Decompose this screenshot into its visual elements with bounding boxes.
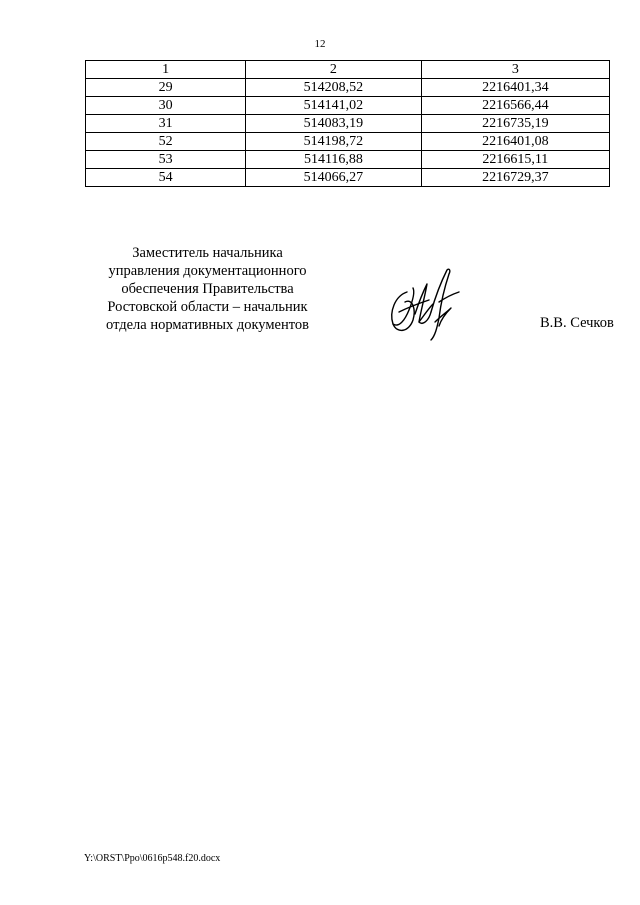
point-number-cell: 31 <box>86 115 246 133</box>
table-row <box>86 151 610 169</box>
handwritten-signature <box>385 262 465 344</box>
signatory-title-line: обеспечения Правительства <box>121 281 294 297</box>
signatory-title-line: Заместитель начальника <box>132 245 283 261</box>
coordinates-table <box>85 60 610 187</box>
table-row <box>86 169 610 187</box>
column-header: 2 <box>246 61 421 79</box>
column-header: 3 <box>421 61 609 79</box>
point-number-cell: 30 <box>86 97 246 115</box>
signatory-title <box>95 244 320 334</box>
signatory-name: В.В. Сечков <box>540 315 614 331</box>
file-path-footer: Y:\ORST\Ppo\0616p548.f20.docx <box>84 853 221 864</box>
column-header: 1 <box>86 61 246 79</box>
x-coordinate-cell: 514116,88 <box>246 151 421 169</box>
table-header-row <box>86 61 610 79</box>
table-row <box>86 115 610 133</box>
table-row <box>86 97 610 115</box>
x-coordinate-cell: 514066,27 <box>246 169 421 187</box>
x-coordinate-cell: 514208,52 <box>246 79 421 97</box>
x-coordinate-cell: 514198,72 <box>246 133 421 151</box>
page-number: 12 <box>314 38 326 50</box>
y-coordinate-cell: 2216401,08 <box>421 133 609 151</box>
point-number-cell: 53 <box>86 151 246 169</box>
x-coordinate-cell: 514141,02 <box>246 97 421 115</box>
signatory-title-line: отдела нормативных документов <box>106 317 309 333</box>
point-number-cell: 52 <box>86 133 246 151</box>
y-coordinate-cell: 2216615,11 <box>421 151 609 169</box>
y-coordinate-cell: 2216401,34 <box>421 79 609 97</box>
y-coordinate-cell: 2216735,19 <box>421 115 609 133</box>
y-coordinate-cell: 2216729,37 <box>421 169 609 187</box>
x-coordinate-cell: 514083,19 <box>246 115 421 133</box>
point-number-cell: 54 <box>86 169 246 187</box>
table-row <box>86 133 610 151</box>
y-coordinate-cell: 2216566,44 <box>421 97 609 115</box>
signatory-title-line: управления документационного <box>108 263 307 279</box>
point-number-cell: 29 <box>86 79 246 97</box>
signatory-title-line: Ростовской области – начальник <box>107 299 308 315</box>
table-row <box>86 79 610 97</box>
